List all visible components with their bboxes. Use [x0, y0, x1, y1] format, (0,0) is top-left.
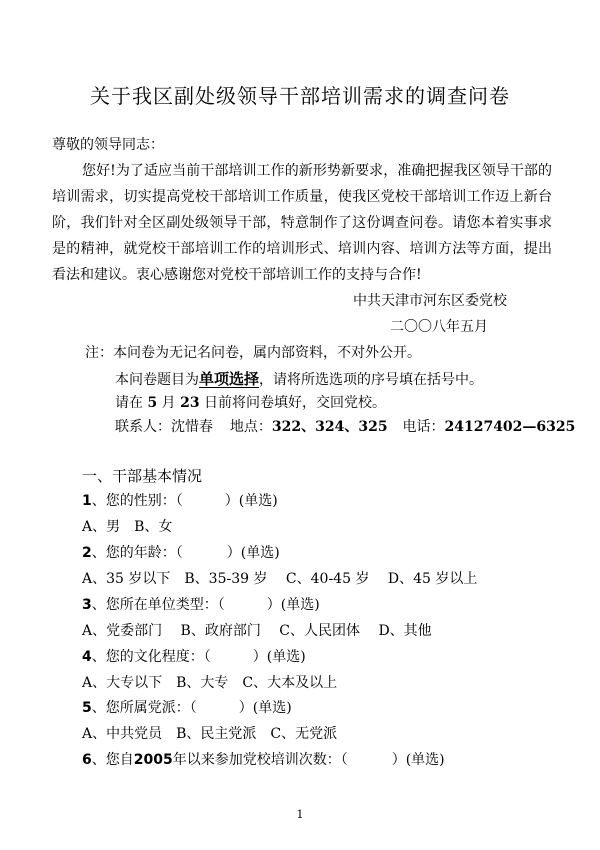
question-text: 、您的年龄：（	[91, 545, 183, 561]
note-deadline-post: 日前将问卷填好，交回党校。	[204, 395, 387, 411]
note-deadline-mid: 月	[161, 395, 176, 411]
question-number: 2	[82, 545, 92, 561]
question-1	[82, 491, 278, 511]
question-number: 1	[82, 493, 92, 509]
question-3	[82, 595, 320, 615]
question-number: 4	[82, 649, 92, 665]
question-text: 、您自	[91, 752, 134, 768]
question-text: 、您所在单位类型：（	[91, 597, 225, 613]
question-5-options: A、中共党员 B、民主党派 C、无党派	[82, 726, 338, 742]
section-heading-basic-info: 一、干部基本情况	[82, 467, 203, 485]
question-4	[82, 647, 306, 667]
question-3-options: A、党委部门 B、政府部门 C、人民团体 D、其他	[82, 623, 432, 639]
contact-person: 联系人：沈惜春	[115, 419, 213, 435]
intro-line-3: 阶，我们针对全区副处级领导干部，特意制作了这份调查问卷。请您本着实事求	[52, 215, 552, 231]
question-suffix: ）(单选)	[238, 700, 292, 716]
question-4-options: A、大专以下 B、大专 C、大本及以上	[82, 675, 338, 691]
question-text: 、您的文化程度：（	[91, 649, 211, 665]
deadline-day: 23	[180, 395, 200, 411]
question-1-options: A、男 B、女	[82, 519, 173, 535]
phone-value: 24127402—6325	[444, 419, 576, 435]
note-single-choice-pre: 本问卷题目为	[115, 372, 199, 388]
note-deadline	[115, 393, 386, 413]
intro-line-5: 看法和建议。衷心感谢您对党校干部培训工作的支持与合作!	[52, 267, 422, 283]
location-label: 地点：	[229, 419, 272, 435]
question-suffix: ）(单选)	[252, 649, 306, 665]
question-text: 、您的性别：（	[91, 493, 183, 509]
note-single-choice	[115, 369, 483, 390]
question-6	[82, 750, 445, 770]
intro-line-4: 是的精神，就党校干部培训工作的培训形式、培训内容、培训方法等方面，提出	[52, 241, 552, 257]
single-choice-emphasis: 单项选择	[199, 370, 260, 388]
question-suffix: ）(单选)	[226, 545, 280, 561]
phone-label: 电话：	[402, 419, 445, 435]
question-suffix: ）(单选)	[224, 493, 278, 509]
signature-org: 中共天津市河东区委党校	[353, 293, 507, 309]
note-anonymous: 注：本问卷为无记名问卷，属内部资料，不对外公开。	[85, 345, 421, 361]
question-text: 、您所属党派：（	[91, 700, 197, 716]
contact-line	[115, 417, 575, 437]
intro-line-2: 培训需求，切实提高党校干部培训工作质量，使我区党校干部培训工作迈上新台	[52, 189, 552, 205]
note-single-choice-post: ，请将所选选项的序号填在括号中。	[259, 372, 484, 388]
location-value: 322、324、325	[271, 419, 388, 435]
question-number: 3	[82, 597, 92, 613]
greeting: 尊敬的领导同志：	[52, 137, 164, 153]
signature-date: 二〇〇八年五月	[390, 319, 488, 335]
question-text-cont: 年以来参加党校培训次数：（	[172, 752, 348, 768]
question-year: 2005	[133, 752, 173, 768]
question-suffix: ）(单选)	[266, 597, 320, 613]
note-deadline-pre: 请在	[115, 395, 143, 411]
intro-line-1: 您好!为了适应当前干部培训工作的新形势新要求，准确把握我区领导干部的	[82, 163, 552, 179]
question-number: 6	[82, 752, 92, 768]
question-5	[82, 698, 292, 718]
question-suffix: ）(单选)	[391, 752, 445, 768]
question-number: 5	[82, 700, 92, 716]
deadline-month: 5	[147, 395, 158, 411]
page-number: 1	[296, 808, 304, 821]
question-2	[82, 543, 280, 563]
page-title: 关于我区副处级领导干部培训需求的调查问卷	[90, 84, 510, 108]
question-2-options: A、35 岁以下 B、35-39 岁 C、40-45 岁 D、45 岁以上	[82, 571, 478, 587]
